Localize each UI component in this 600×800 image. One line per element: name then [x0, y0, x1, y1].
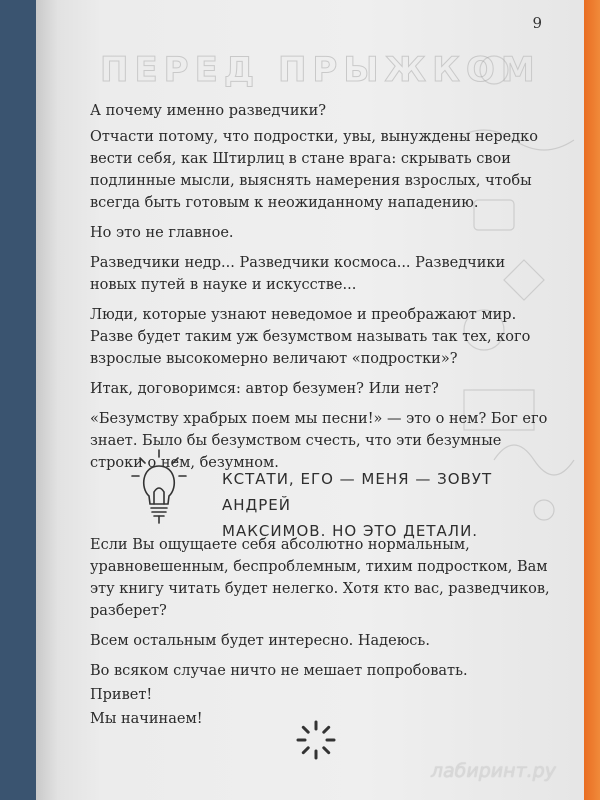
note-line: МАКСИМОВ. НО ЭТО ДЕТАЛИ.	[222, 522, 479, 540]
book-page	[36, 0, 584, 800]
burst-icon	[294, 718, 338, 762]
paragraph: Мы начинаем!	[90, 711, 203, 727]
note-text	[222, 466, 562, 544]
body-text-bottom	[90, 534, 550, 738]
paragraph: «Безумству храбрых поем мы песни!» — это о нем? Бог его знает. Было бы безумством счесть, что эти безумные строки о нем, безумном.	[90, 411, 548, 471]
book-cover-edge	[582, 0, 600, 800]
paragraph: Люди, которые узнают неведомое и преображают мир. Разве будет таким уж безумством называть так тех, кого взрослые высокомерно величают «подростки»?	[90, 307, 531, 367]
paragraph: Отчасти потому, что подростки, увы, вынуждены нередко вести себя, как Штирлиц в стане врага: скрывать свои подлинные мысли, выяснять намерения взрослых, чтобы всегда быть готовым к неожиданному нападению.	[90, 129, 538, 211]
header-decoration: ПЕРЕД ПРЫЖКОМ	[100, 50, 541, 90]
paragraph: Привет!	[90, 687, 153, 703]
watermark: лабиринт.ру	[430, 760, 556, 782]
paragraph: Во всяком случае ничто не мешает попробовать.	[90, 663, 468, 679]
paragraph: Итак, договоримся: автор безумен? Или нет?	[90, 381, 439, 397]
paragraph: Всем остальным будет интересно. Надеюсь.	[90, 633, 430, 649]
body-text-top	[90, 100, 550, 482]
page-number: 9	[532, 14, 542, 32]
paragraph: А почему именно разведчики?	[90, 103, 327, 119]
paragraph: Если Вы ощущаете себя абсолютно нормальным, уравновешенным, беспроблемным, тихим подростком, Вам эту книгу читать будет нелегко. Хотя кто вас, разведчиков, разберет?	[90, 537, 550, 619]
paragraph: Разведчики недр... Разведчики космоса... Разведчики новых путей в науке и искусстве...	[90, 255, 506, 293]
lightbulb-icon	[130, 448, 188, 526]
author-note	[90, 448, 560, 540]
note-line: КСТАТИ, ЕГО — МЕНЯ — ЗОВУТ АНДРЕЙ	[222, 470, 493, 514]
paragraph: Но это не главное.	[90, 225, 234, 241]
